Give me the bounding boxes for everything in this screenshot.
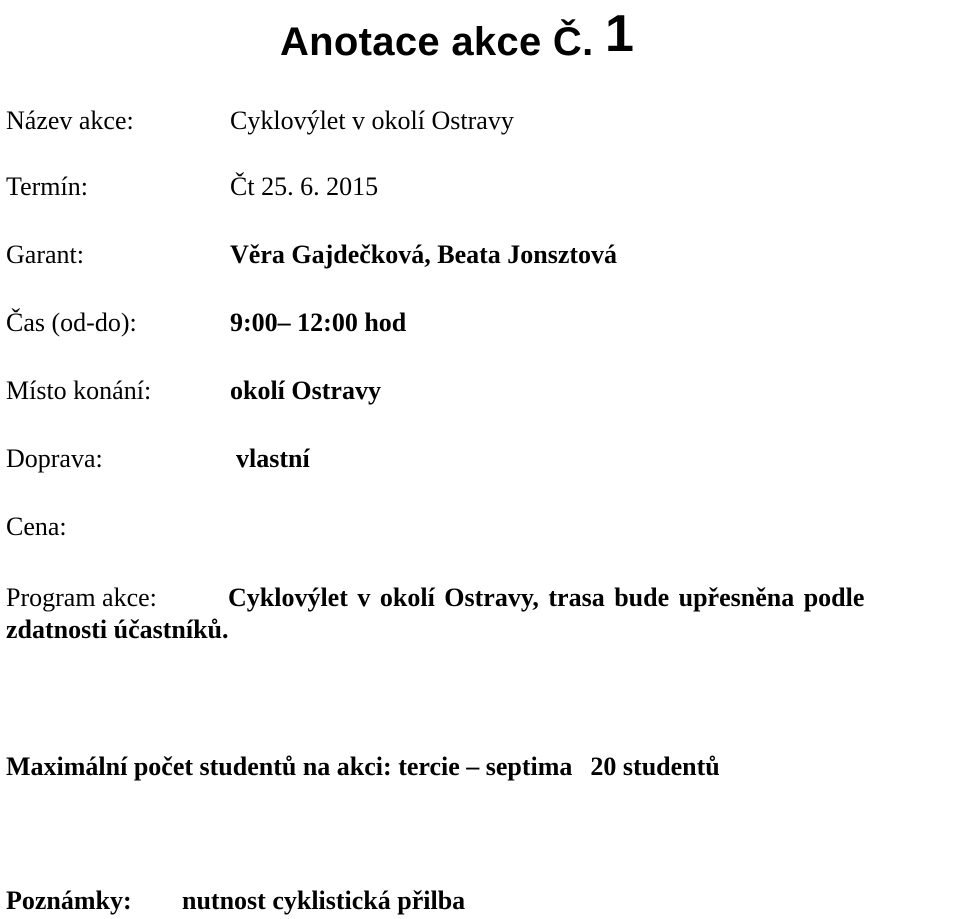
notes-value: nutnost cyklistická přilba	[182, 886, 466, 915]
capacity-line	[6, 754, 720, 780]
place-label: Místo konání:	[6, 376, 152, 405]
program-value-continued: zdatnosti účastníků.	[6, 615, 229, 644]
date-label: Termín:	[6, 172, 88, 201]
title-text: Anotace akce Č.	[280, 20, 594, 64]
capacity-range: tercie – septima	[398, 752, 573, 781]
guarantor-value: Věra Gajdečková, Beata Jonsztová	[230, 240, 618, 269]
date-value: Čt 25. 6. 2015	[230, 172, 379, 201]
price-label: Cena:	[6, 512, 67, 541]
page-title	[280, 5, 635, 64]
program-value: Cyklovýlet v okolí Ostravy, trasa bude upřesněna podle	[228, 583, 865, 612]
time-value: 9:00– 12:00 hod	[230, 308, 407, 337]
capacity-count: 20 studentů	[590, 752, 720, 781]
program-label: Program akce:	[6, 583, 157, 612]
name-label: Název akce:	[6, 106, 134, 135]
guarantor-label: Garant:	[6, 240, 84, 269]
transport-label: Doprava:	[6, 444, 103, 473]
notes-label: Poznámky:	[6, 886, 132, 915]
time-label: Čas (od-do):	[6, 308, 137, 337]
place-value: okolí Ostravy	[230, 376, 381, 405]
name-value: Cyklovýlet v okolí Ostravy	[230, 106, 514, 135]
title-number: 1	[604, 5, 635, 63]
transport-value: vlastní	[236, 444, 310, 473]
capacity-label: Maximální počet studentů na akci:	[6, 752, 392, 781]
